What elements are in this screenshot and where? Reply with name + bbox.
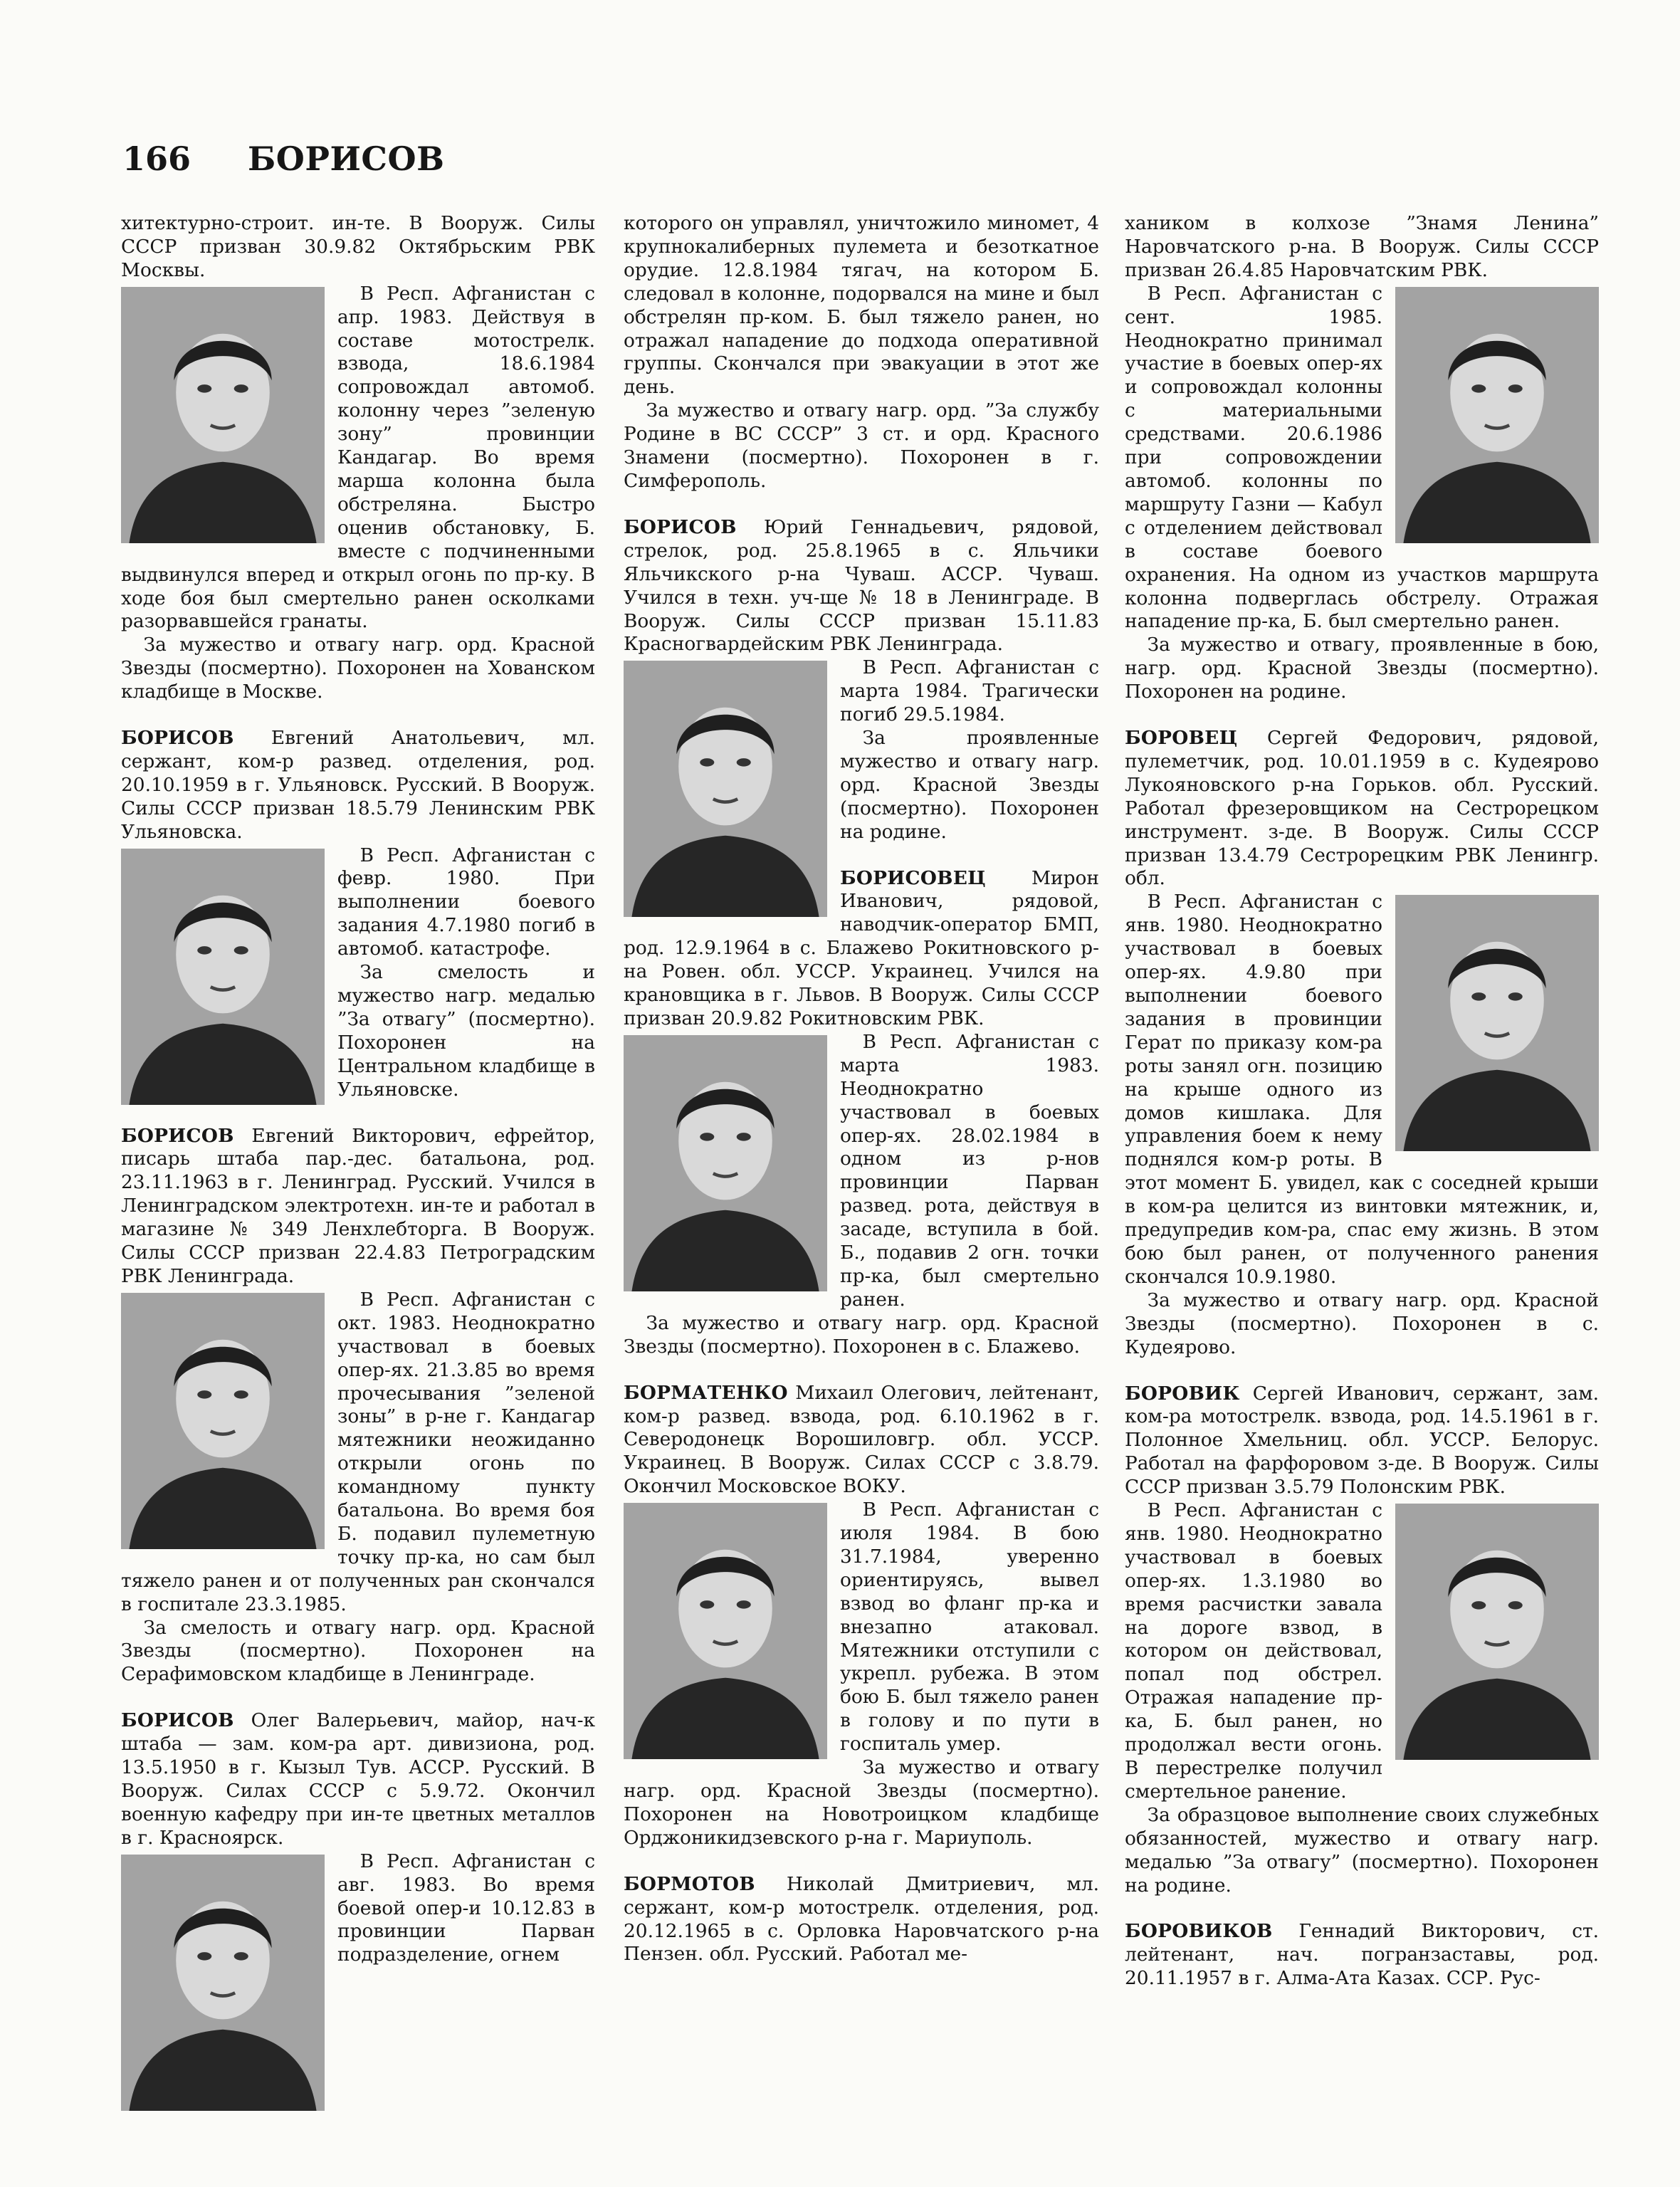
entry-heading-paragraph — [121, 1125, 595, 1289]
paragraph: В Респ. Афганистан с июля 1984. В бою 31.7.1984, уверенно ориентируясь, вывел взвод во фланг пр-ка и внезапно атаковал. Мятежники отступили с укрепл. рубежа. В этом бою Б. был тяжело ранен в голову и по пути в госпиталь умер. — [840, 1499, 1099, 1756]
entry-text: Николай Дмитриевич, мл. сержант, ком-р мотострелк. отделения, род. 20.12.1965 в с. Орловка Наровчатского р-на Пензен. обл. Русский. Работал ме- — [624, 1872, 1099, 1966]
entry-surname: БОРИСОВ — [624, 515, 737, 538]
entry-surname: БОРИСОВ — [121, 1124, 234, 1147]
portrait-photo-icon — [121, 849, 325, 1105]
text-column-2 — [624, 212, 1099, 1966]
entry-surname: БОРМАТЕНКО — [624, 1381, 788, 1404]
paragraph: В Респ. Афганистан с янв. 1980. Неоднократно участвовал в боевых опер-ях. 4.9.80 при выполнении боевого задания в провинции Герат по приказу ком-ра роты занял огн. позицию на крыше одного из домов кишлака. Для управления боем к нему поднялся ком-р роты. В этот момент Б. увидел, как с соседней крыши в ком-ра целится из винтовки мятежник, и, предупредив ком-ра, спас ему жизнь. В этом бою был ранен, от полученного ранения скончался 10.9.1980. — [1125, 891, 1599, 1288]
entry-text: Сергей Иванович, сержант, зам. ком-ра мотострелк. взвода, род. 14.5.1961 в г. Полонное Хмельниц. обл. УССР. Белорус. Работал на фарфоровом з-де. В Вооруж. Силы СССР призван 3.5.79 Полонским РВК. — [1125, 1382, 1599, 1499]
portrait-photo-icon — [1395, 287, 1599, 543]
text-column-3 — [1125, 212, 1599, 1991]
paragraph: За мужество и отвагу, проявленные в бою, нагр. орд. Красной Звезды (посмертно). Похоронен на родине. — [1125, 634, 1599, 703]
entry-heading-paragraph — [624, 1382, 1099, 1499]
entry-text: Михаил Олегович, лейтенант, ком-р развед. взвода, род. 6.10.1962 в г. Северодонецк Ворошиловгр. обл. УССР. Украинец. В Вооруж. Силах СССР с 3.8.79. Окончил Московское ВОКУ. — [624, 1381, 1099, 1498]
paragraph: В Респ. Афганистан с марта 1984. Трагически погиб 29.5.1984. — [840, 656, 1099, 726]
paragraph: За мужество и отвагу нагр. орд. Красной Звезды (посмертно). Похоронен на Новотроицком кладбище Орджоникидзевского р-на г. Мариуполь. — [624, 1756, 1099, 1849]
paragraph: За смелость и отвагу нагр. орд. Красной Звезды (посмертно). Похоронен на Серафимовском кладбище в Ленинграде. — [121, 1616, 595, 1686]
entry-text: Мирон Иванович, рядовой, наводчик-оператор БМП, род. 12.9.1964 в с. Блажево Рокитновского р-на Ровен. обл. УССР. Украинец. Учился на крановщика в г. Львов. В Вооруж. Силы СССР призван 20.9.82 Рокитновским РВК. — [624, 866, 1099, 1029]
portrait-photo-icon — [1395, 1504, 1599, 1760]
paragraph: За мужество и отвагу нагр. орд. Красной Звезды (посмертно). Похоронен на Хованском кладбище в Москве. — [121, 634, 595, 703]
entry-heading-paragraph — [1125, 1383, 1599, 1500]
portrait-photo-icon — [121, 1855, 325, 2111]
entry-surname: БОРОВИКОВ — [1125, 1920, 1273, 1943]
paragraph: хаником в колхозе ”Знамя Ленина” Наровчатского р-на. В Вооруж. Силы СССР призван 26.4.85 Наровчатским РВК. — [1125, 212, 1599, 281]
entry-surname: БОРИСОВ — [121, 1709, 234, 1732]
entry-text: Олег Валерьевич, майор, нач-к штаба — зам. ком-ра арт. дивизиона, род. 13.5.1950 в г. Кызыл Тув. АССР. Русский. В Вооруж. Силах СССР с 5.9.72. Окончил военную кафедру при ин-те цветных металлов в г. Красноярск. — [121, 1709, 595, 1849]
paragraph: За мужество и отвагу нагр. орд. Красной Звезды (посмертно). Похоронен в с. Блажево. — [624, 1311, 1099, 1358]
entry-text: Сергей Федорович, рядовой, пулеметчик, род. 10.01.1959 в с. Кудеярово Лукояновского р-на Горьков. обл. Русский. Работал фрезеровщиком на Сестрорецком инструмент. з-де. В Вооруж. Силы СССР призван 13.4.79 Сестрорецким РВК Ленингр. обл. — [1125, 727, 1599, 890]
paragraph: В Респ. Афганистан с февр. 1980. При выполнении боевого задания 4.7.1980 погиб в автомоб. катастрофе. — [337, 844, 595, 960]
entry-heading-paragraph — [624, 516, 1099, 656]
paragraph: За проявленные мужество и отвагу нагр. орд. Красной Звезды (посмертно). Похоронен на родине. — [840, 727, 1099, 843]
portrait-photo-icon — [624, 1035, 827, 1291]
portrait-photo-icon — [121, 1293, 325, 1549]
entry-heading-paragraph — [121, 727, 595, 844]
entry-text: Юрий Геннадьевич, рядовой, стрелок, род. 25.8.1965 в с. Яльчики Яльчикского р-на Чуваш. АССР. Чуваш. Учился в техн. уч-ще № 18 в Ленинграде. В Вооруж. Силы СССР призван 15.11.83 Красногвардейским РВК Ленинграда. — [624, 515, 1099, 656]
paragraph: В Респ. Афганистан с сент. 1985. Неоднократно принимал участие в боевых опер-ях и сопровождал колонны с материальными средствами. 20.6.1986 при сопровождении автомоб. колонны по маршруту Газни — Кабул с отделением действовал в составе боевого охранения. На одном из участков маршрута колонна подверглась обстрелу. Отражая нападение пр-ка, Б. был смертельно ранен. — [1125, 282, 1599, 633]
paragraph: За смелость и мужество нагр. медалью ”За отвагу” (посмертно). Похоронен на Центральном кладбище в Ульяновске. — [337, 961, 595, 1101]
paragraph: В Респ. Афганистан с окт. 1983. Неоднократно участвовал в боевых опер-ях. 21.3.85 во время прочесывания ”зеленой зоны” в р-не г. Кандагар мятежники неожиданно открыли огонь по командному пункту батальона. Во время боя Б. подавил пулеметную точку пр-ка, но сам был тяжело ранен и от полученных ран скончался в госпитале 23.3.1985. — [121, 1288, 595, 1615]
entry-text: Геннадий Викторович, ст. лейтенант, нач. погранзаставы, род. 20.11.1957 в г. Алма-Ата Казах. ССР. Рус- — [1125, 1920, 1599, 1990]
portrait-photo-icon — [624, 661, 827, 917]
entry-surname: БОРМОТОВ — [624, 1872, 755, 1895]
entry-heading-paragraph — [1125, 727, 1599, 891]
page-number: 166 — [122, 140, 191, 178]
entry-surname: БОРИСОВ — [121, 727, 234, 750]
entry-heading-paragraph — [624, 1873, 1099, 1967]
portrait-photo-icon — [121, 287, 325, 543]
paragraph: За мужество и отвагу нагр. орд. Красной Звезды (посмертно). Похоронен в с. Кудеярово. — [1125, 1289, 1599, 1358]
paragraph: В Респ. Афганистан с апр. 1983. Действуя в составе мотострелк. взвода, 18.6.1984 сопровождал автомоб. колонну через ”зеленую зону” провинции Кандагар. Во время марша колонна была обстреляна. Быстро оценив обстановку, Б. вместе с подчиненными выдвинулся вперед и открыл огонь по пр-ку. В ходе боя был смертельно ранен осколками разорвавшейся гранаты. — [121, 282, 595, 633]
paragraph: хитектурно-строит. ин-те. В Вооруж. Силы СССР призван 30.9.82 Октябрьским РВК Москвы. — [121, 212, 595, 281]
text-column-1 — [121, 212, 595, 2114]
paragraph: В Респ. Афганистан с марта 1983. Неоднократно участвовал в боевых опер-ях. 28.02.1984 в одном из р-нов провинции Парван развед. рота, действуя в засаде, вступила в бой. Б., подавив 2 огн. точки пр-ка, был смертельно ранен. — [840, 1030, 1099, 1311]
paragraph: За образцовое выполнение своих служебных обязанностей, мужество и отвагу нагр. медалью ”За отвагу” (посмертно). Похоронен на родине. — [1125, 1803, 1599, 1897]
entry-heading-paragraph — [1125, 1920, 1599, 1991]
running-head: БОРИСОВ — [248, 140, 445, 178]
portrait-photo-icon — [1395, 895, 1599, 1151]
paragraph: За мужество и отвагу нагр. орд. ”За службу Родине в ВС СССР” 3 ст. и орд. Красного Знамени (посмертно). Похоронен в г. Симферополь. — [624, 399, 1099, 492]
entry-surname: БОРОВЕЦ — [1125, 727, 1238, 750]
paragraph: В Респ. Афганистан с янв. 1980. Неоднократно участвовал в боевых опер-ях. 1.3.1980 во время расчистки завала на дороге взвод, в котором он действовал, попал под обстрел. Отражая нападение пр-ка, Б. был ранен, но продолжал вести огонь. В перестрелке получил смертельное ранение. — [1125, 1499, 1382, 1803]
entry-surname: БОРИСОВЕЦ — [840, 866, 986, 889]
entry-heading-paragraph — [121, 1709, 595, 1850]
paragraph: которого он управлял, уничтожило миномет, 4 крупнокалиберных пулемета и безоткатное орудие. 12.8.1984 тягач, на котором Б. следовал в колонне, подорвался на мине и был обстрелян пр-ком. Б. был тяжело ранен, но отражал нападение до подхода оперативной группы. Скончался при эвакуации в этот же день. — [624, 212, 1099, 399]
portrait-photo-icon — [624, 1503, 827, 1759]
entry-text: Евгений Анатольевич, мл. сержант, ком-р развед. отделения, род. 20.10.1959 в г. Ульяновск. Русский. В Вооруж. Силы СССР призван 18.5.79 Ленинским РВК Ульяновска. — [121, 727, 595, 843]
paragraph: В Респ. Афганистан с авг. 1983. Во время боевой опер-и 10.12.83 в провинции Парван подразделение, огнем — [337, 1850, 595, 1966]
entry-surname: БОРОВИК — [1125, 1382, 1240, 1405]
entry-text: Евгений Викторович, ефрейтор, писарь штаба пар.-дес. батальона, род. 23.11.1963 в г. Ленинград. Русский. Учился в Ленинградском электротехн. ин-те и работал в магазине № 349 Ленхлебторга. В Вооруж. Силы СССР призван 22.4.83 Петроградским РВК Ленинграда. — [121, 1124, 595, 1287]
